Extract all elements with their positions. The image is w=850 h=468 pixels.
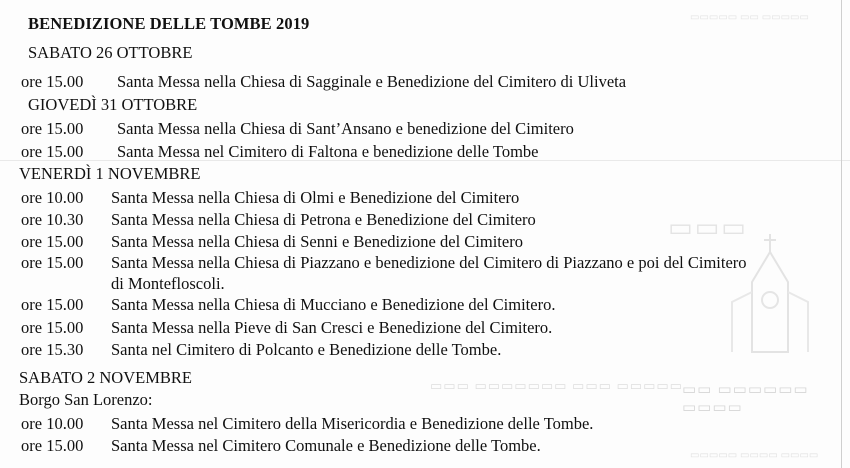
bleed-through-mark: ▭▭▭▭▭ ▭▭ ▭▭▭▭▭ xyxy=(690,12,809,23)
event-description: Santa Messa nella Chiesa di Senni e Benedizione del Cimitero xyxy=(111,232,523,251)
day-heading: VENERDÌ 1 NOVEMBRE xyxy=(19,164,201,183)
event-description: Santa Messa nella Chiesa di Piazzano e benedizione del Cimitero di Piazzano e poi del Cimitero xyxy=(111,253,747,272)
event-time: ore 15.00 xyxy=(21,318,84,337)
page-edge-line xyxy=(841,0,842,468)
event-description: Santa Messa nel Cimitero della Misericordia e Benedizione delle Tombe. xyxy=(111,414,594,433)
bleed-through-mark: ▭▭▭▭▭ ▭▭▭▭ ▭▭▭▭ xyxy=(690,450,819,461)
bleed-through-mark: ▭▭ ▭▭▭▭▭▭ ▭▭▭▭ xyxy=(682,381,809,416)
location-label: Borgo San Lorenzo: xyxy=(19,390,153,409)
event-description: Santa Messa nella Chiesa di Mucciano e Benedizione del Cimitero. xyxy=(111,295,556,314)
event-time: ore 10.30 xyxy=(21,210,84,229)
event-time: ore 10.00 xyxy=(21,188,84,207)
event-time: ore 15.00 xyxy=(21,72,84,91)
event-time: ore 15.00 xyxy=(21,295,84,314)
event-description: Santa nel Cimitero di Polcanto e Benedizione delle Tombe. xyxy=(111,340,502,359)
event-time: ore 15.00 xyxy=(21,142,84,161)
event-time: ore 15.00 xyxy=(21,436,84,455)
day-heading: GIOVEDÌ 31 OTTOBRE xyxy=(28,95,198,114)
event-time: ore 15.00 xyxy=(21,119,84,138)
day-heading: SABATO 2 NOVEMBRE xyxy=(19,368,192,387)
bleed-through-mark: ▭▭▭ xyxy=(668,212,748,242)
day-heading: SABATO 26 OTTOBRE xyxy=(28,43,193,62)
event-description: Santa Messa nella Chiesa di Olmi e Benedizione del Cimitero xyxy=(111,188,520,207)
event-time: ore 10.00 xyxy=(21,414,84,433)
document-title: BENEDIZIONE DELLE TOMBE 2019 xyxy=(28,14,310,33)
event-description: Santa Messa nella Pieve di San Cresci e Benedizione del Cimitero. xyxy=(111,318,553,337)
bleed-through-mark: ▭▭▭ ▭▭▭▭▭▭▭ ▭▭▭ ▭▭▭▭▭ xyxy=(430,378,683,393)
event-time: ore 15.00 xyxy=(21,253,84,272)
event-time: ore 15.00 xyxy=(21,232,84,251)
event-description: Santa Messa nel Cimitero di Faltona e benedizione delle Tombe xyxy=(117,142,539,161)
event-description: Santa Messa nella Chiesa di Petrona e Benedizione del Cimitero xyxy=(111,210,536,229)
event-description: Santa Messa nella Chiesa di Sant’Ansano e benedizione del Cimitero xyxy=(117,119,574,138)
event-description-continued: di Montefloscoli. xyxy=(111,274,225,293)
event-description: Santa Messa nella Chiesa di Sagginale e Benedizione del Cimitero di Uliveta xyxy=(117,72,627,91)
bleed-through-church-image xyxy=(722,222,818,358)
event-time: ore 15.30 xyxy=(21,340,84,359)
event-description: Santa Messa nel Cimitero Comunale e Benedizione delle Tombe. xyxy=(111,436,541,455)
